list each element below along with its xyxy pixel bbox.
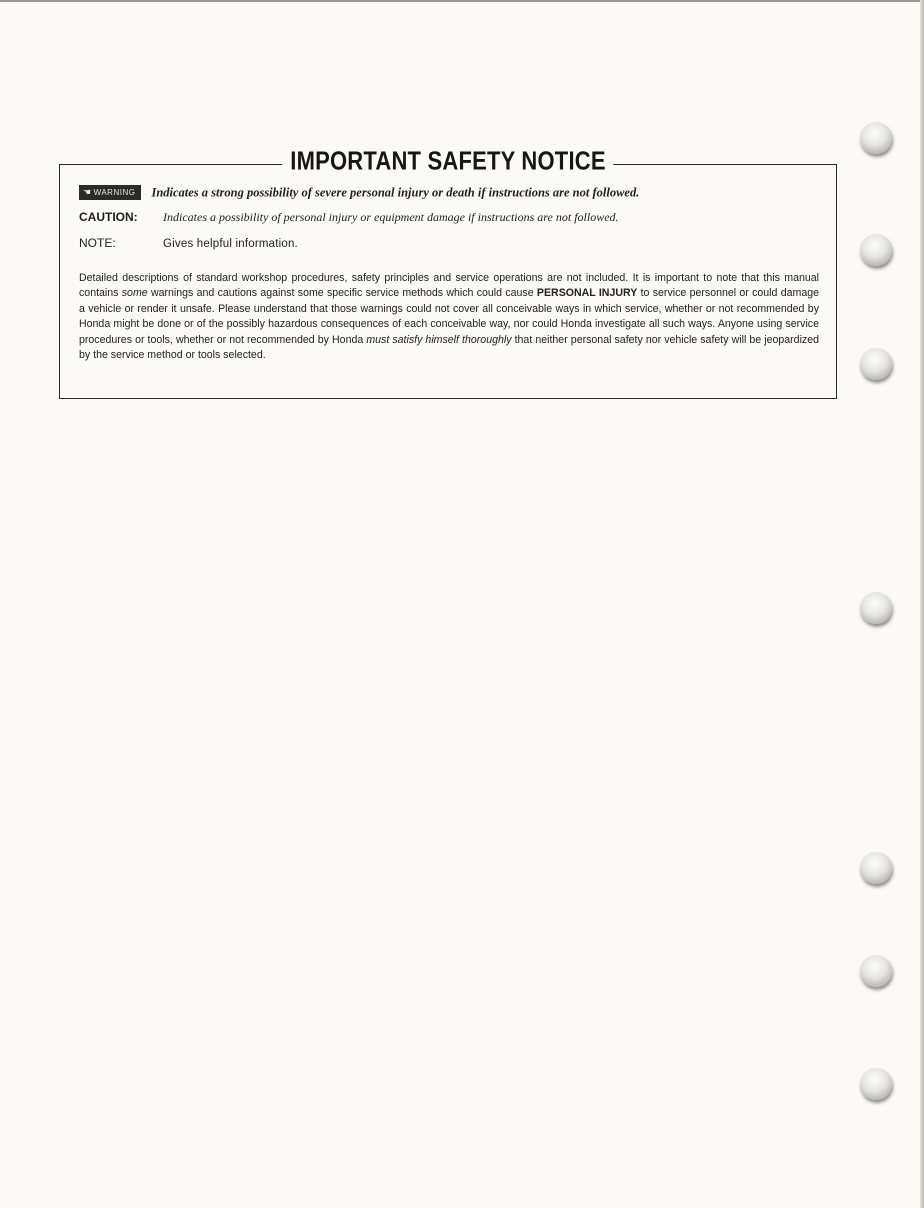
binder-hole	[860, 1068, 892, 1100]
warning-hand-icon: ☚	[83, 187, 92, 198]
caution-label: CAUTION:	[79, 210, 138, 224]
caution-definition	[79, 210, 619, 225]
binder-hole	[860, 234, 892, 266]
binder-hole	[860, 122, 892, 154]
emphasis-personal-injury: PERSONAL INJURY	[536, 287, 638, 300]
page-top-edge	[0, 0, 924, 2]
binder-hole	[860, 955, 892, 987]
safety-notice-box	[59, 145, 837, 399]
page-right-edge	[920, 0, 924, 1208]
warning-text: Indicates a strong possibility of severe personal injury or death if instructions are not followed.	[151, 185, 640, 200]
note-text: Gives helpful information.	[163, 238, 298, 250]
note-label: NOTE:	[79, 236, 116, 250]
emphasis-some: some	[121, 287, 148, 300]
binder-hole	[860, 592, 892, 624]
emphasis-must-satisfy: must satisfy himself thoroughly	[366, 333, 512, 346]
note-definition	[79, 236, 298, 250]
notice-title: IMPORTANT SAFETY NOTICE	[282, 148, 613, 174]
disclaimer-paragraph: Detailed descriptions of standard workshop procedures, safety principles and service operations are not included. It is important to note that this manual contains some warnings and cautions against some specific service methods which could cause PERSONAL INJURY to service personnel or could damage a vehicle or render it unsafe. Please understand that those warnings could not cover all conceivable ways in which service, whether or not recommended by Honda might be done or of the possibly hazardous consequences of each conceivable way, nor could Honda investigate all such ways. Anyone using service procedures or tools, whether or not recommended by Honda must satisfy himself thoroughly that neither personal safety nor vehicle safety will be jeopardized by the service method or tools selected.	[79, 272, 820, 362]
caution-text: Indicates a possibility of personal injury or equipment damage if instructions are not followed.	[163, 210, 619, 224]
binder-hole	[860, 348, 892, 380]
warning-badge: ☚ WARNING	[79, 185, 141, 200]
binder-hole	[860, 852, 892, 884]
warning-definition	[79, 185, 639, 200]
